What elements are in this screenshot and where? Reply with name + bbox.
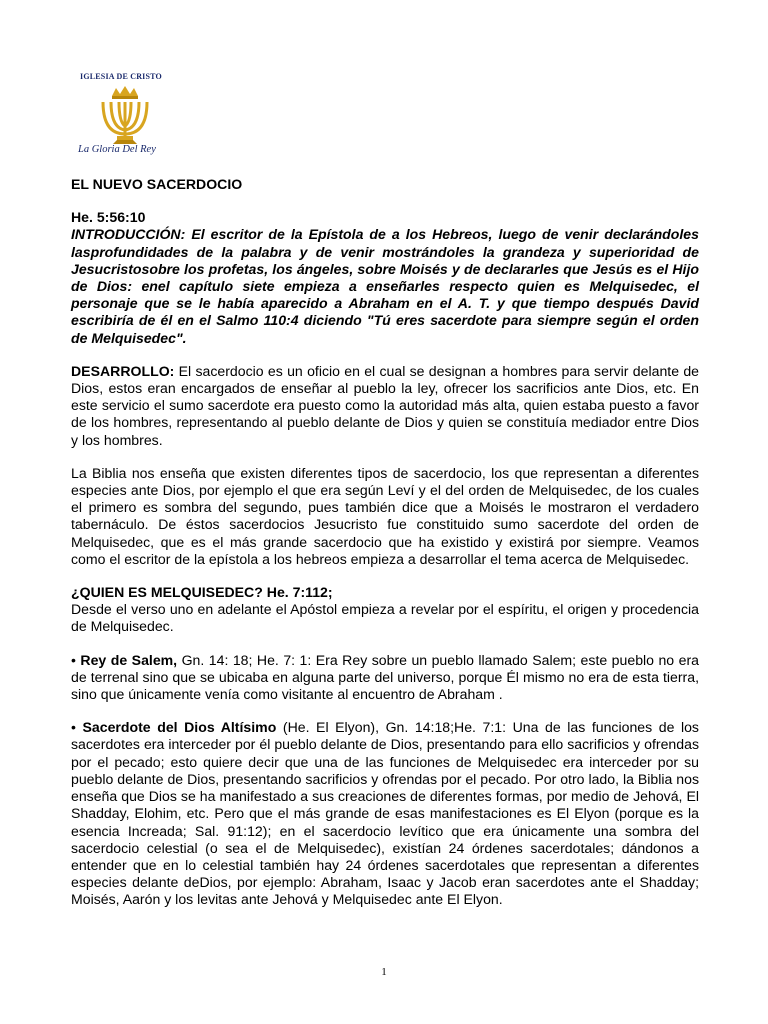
church-logo bbox=[70, 72, 180, 164]
biblia-paragraph: La Biblia nos enseña que existen diferentes tipos de sacerdocio, los que representan a diferentes especies ante Dios, por ejemplo el que era según Leví y el del orden de Melquisedec, de los cuales el primero es sombra del segundo, pues también dice que a Moisés le mostraron el verdadero tabernáculo. De éstos sacerdocios Jesucristo fue constituido sumo sacerdote del orden de Melquisedec, que es el más grande sacerdocio que ha existido y existirá por siempre. Veamos como el escritor de la epístola a los hebreos empieza a desarrollar el tema acerca de Melquisedec. bbox=[71, 464, 699, 567]
bullet-marker: • bbox=[71, 651, 76, 668]
desarrollo-paragraph bbox=[71, 363, 699, 449]
intro-paragraph: INTRODUCCIÓN: El escritor de la Epístola de a los Hebreos, luego de venir declarándoles lasprofundidades de la palabra y de venir mostrándoles la grandeza y superioridad de Jesucristosobre los profetas, los ángeles, sobre Moisés y de declararles que Jesús es el Hijo de Dios: enel capítulo siete empieza a enseñarles respecto quien es Melquisedec, el personaje que se le había aparecido a Abraham en el A. T. y que tiempo después David escribiría de él en el Salmo 110:4 diciendo "Tú eres sacerdote para siempre según el orden de Melquisedec". bbox=[71, 226, 699, 346]
document-title: EL NUEVO SACERDOCIO bbox=[71, 176, 243, 192]
desarrollo-label: DESARROLLO: bbox=[71, 362, 175, 379]
document-body bbox=[71, 176, 699, 909]
bullet-marker: • bbox=[71, 719, 76, 736]
section-intro: Desde el verso uno en adelante el Apóstol empieza a revelar por el espíritu, el origen y procedencia de Melquisedec. bbox=[71, 601, 699, 635]
scripture-reference: He. 5:56:10 bbox=[71, 209, 146, 226]
menorah-base bbox=[117, 136, 133, 140]
crown-band bbox=[112, 96, 138, 99]
crown-menorah-icon bbox=[80, 82, 170, 146]
church-motto: La Gloria Del Rey bbox=[78, 144, 156, 155]
page-number: 1 bbox=[381, 966, 387, 978]
bullet-text: Gn. 14: 18; He. 7: 1: Era Rey sobre un pueblo llamado Salem; este pueblo no era de terrenal sino que se ubicaba en alguna parte del universo, porque Él mismo no era de esta tierra, sino que únicamente venía como visitante al encuentro de Abraham . bbox=[71, 651, 699, 703]
bullet-text: (He. El Elyon), Gn. 14:18;He. 7:1: Una de las funciones de los sacerdotes era interceder por él pueblo delante de Dios, presentando para ello sacrificios y ofrendas por el pecado; esto quiere decir que una de las funciones de Melquisedec era interceder por su pueblo delante de Dios, presentando sacrificios y ofrendas por el pecado. Por otro lado, la Biblia nos enseña que Dios se ha manifestado a sus creaciones de diferentes formas, por medio de Jehová, El Shadday, Elohim, etc. Pero que el más grande de esas manifestaciones es El Elyon (porque es la esencia Increada; Sal. 91:12); en el sacerdocio levítico que era únicamente una sombra del sacerdocio celestial (o sea el de Melquisedec), existían 24 órdenes sacerdotales; dándonos a entender que en lo celestial también hay 24 órdenes sacerdotales que representan a diferentes especies delante deDios, por ejemplo: Abraham, Isaac y Jacob eran sacerdotes ante el Shadday; Moisés, Aarón y los levitas ante Jehová y Melquisedec ante El Elyon. bbox=[71, 719, 699, 908]
bullet-label: Sacerdote del Dios Altísimo bbox=[75, 719, 277, 736]
church-name: IGLESIA DE CRISTO bbox=[80, 72, 162, 81]
section-heading: ¿QUIEN ES MELQUISEDEC? He. 7:112; bbox=[71, 584, 333, 601]
bullet-rey-de-salem bbox=[71, 652, 699, 704]
bullet-sacerdote bbox=[71, 719, 699, 908]
bullet-label: Rey de Salem, bbox=[75, 651, 178, 668]
menorah-arms bbox=[103, 102, 147, 136]
crown-shape bbox=[112, 86, 138, 96]
desarrollo-text: El sacerdocio es un oficio en el cual se designan a hombres para servir delante de Dios, estos eran encargados de enseñar al pueblo la ley, ofrecer los sacrificios ante Dios, etc. En este servicio el sumo sacerdote era puesto como la autoridad más alta, quien estaba puesto a favor de los hombres, representando al pueblo delante de Dios y quien se constituía mediador entre Dios y los hombres. bbox=[71, 362, 699, 448]
